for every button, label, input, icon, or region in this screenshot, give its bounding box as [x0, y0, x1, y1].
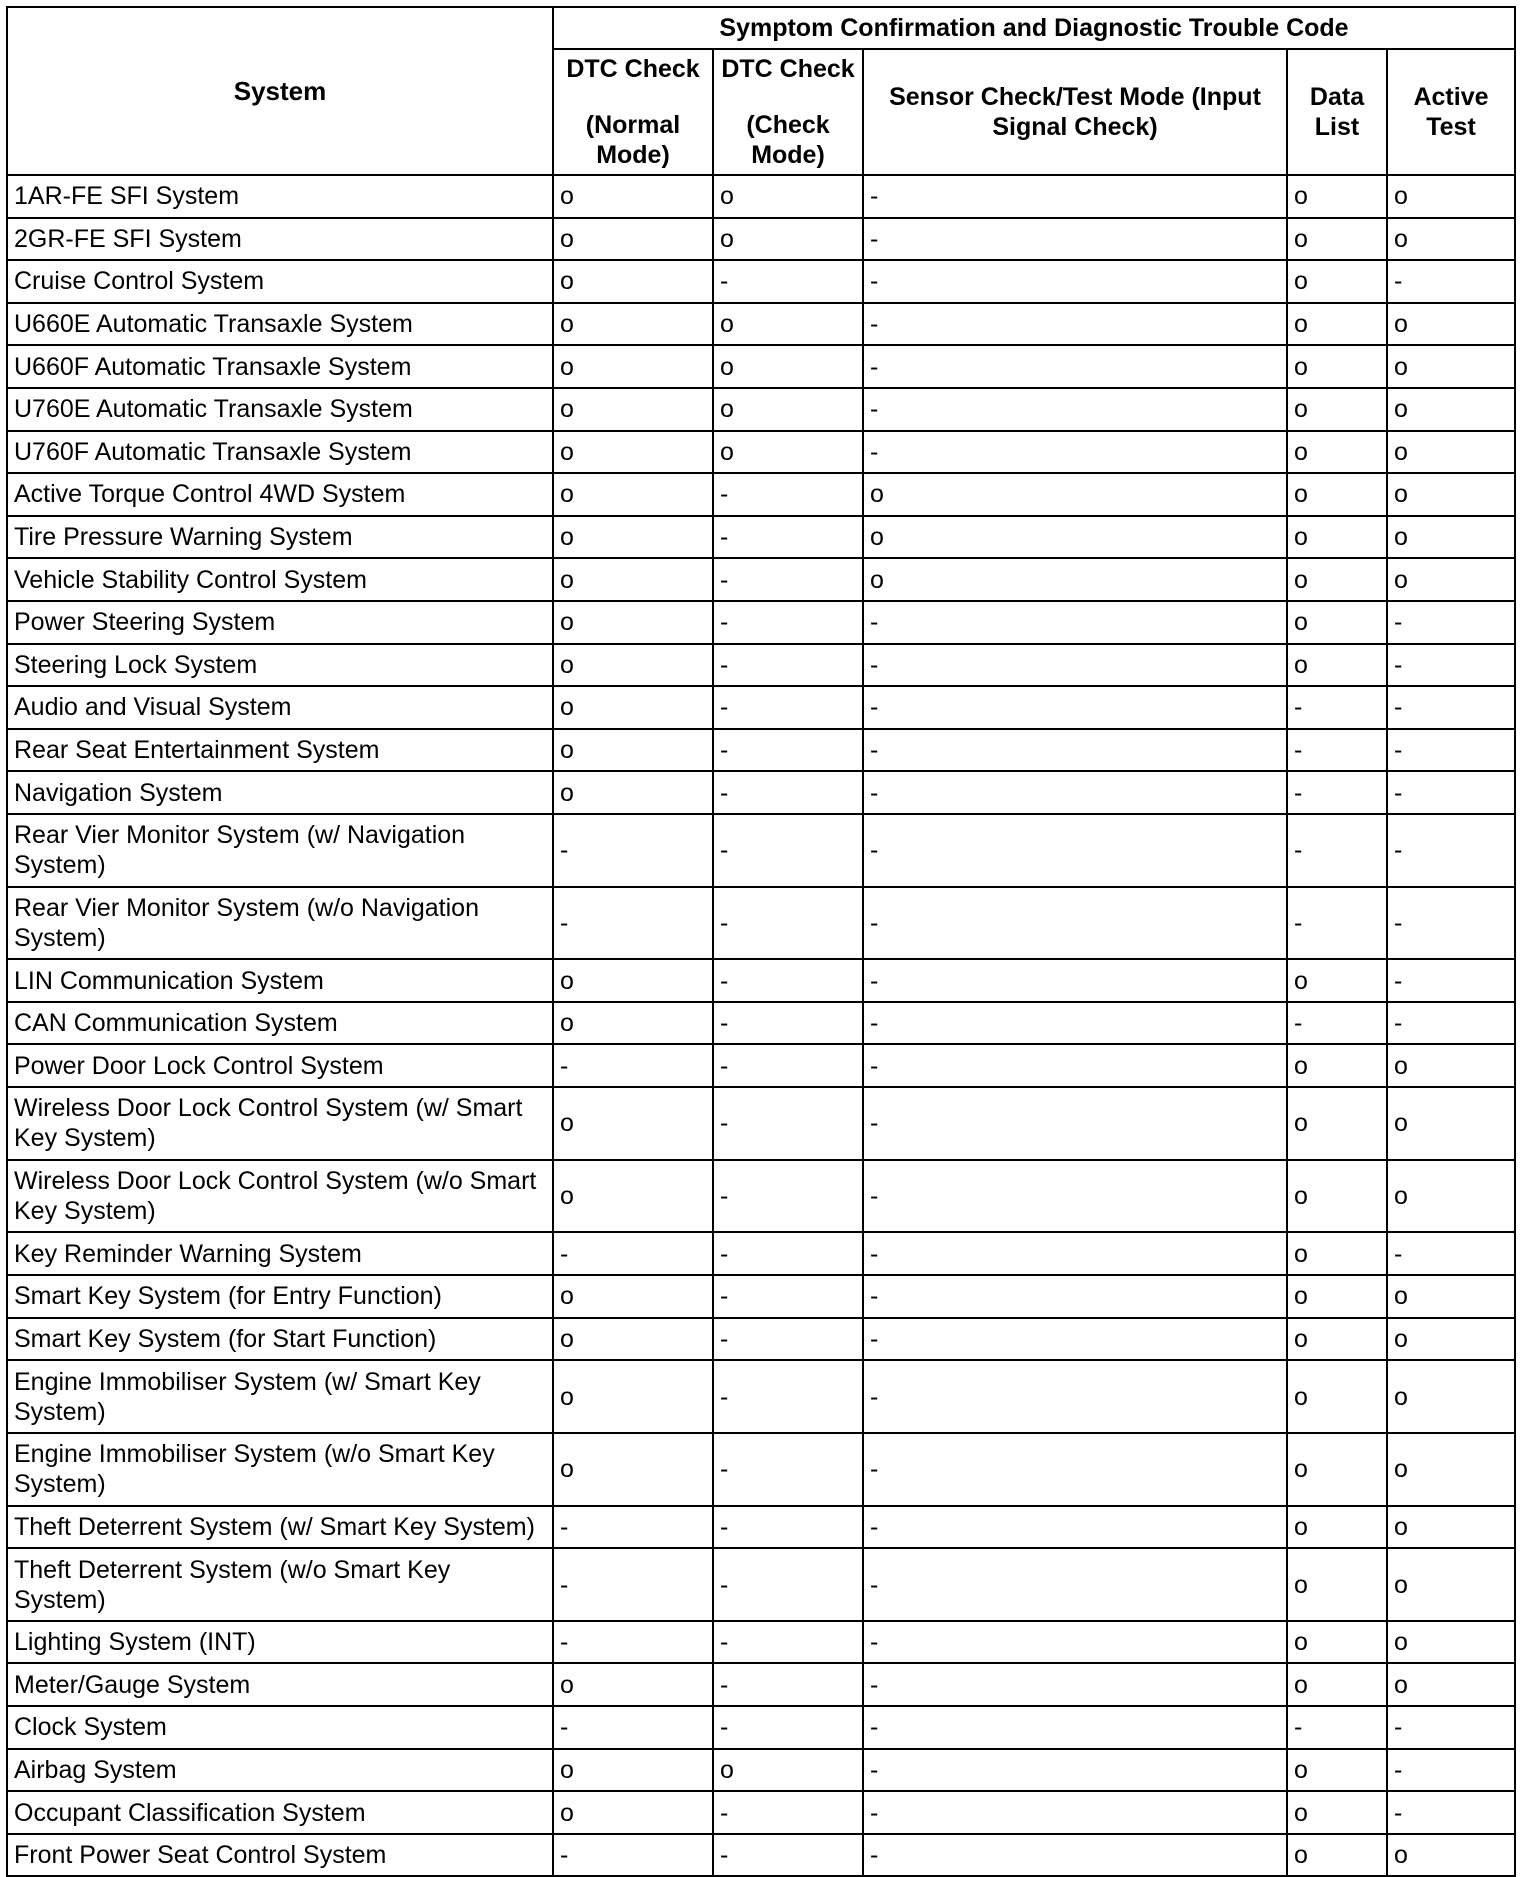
table-row	[7, 771, 1515, 814]
sensor-check-cell: -	[863, 686, 1287, 729]
active-test-cell: o	[1387, 1087, 1515, 1160]
table-row	[7, 1621, 1515, 1664]
dtc-normal-cell: -	[553, 1706, 713, 1749]
dtc-normal-cell: o	[553, 1360, 713, 1433]
data-list-cell: o	[1287, 345, 1387, 388]
sensor-check-cell: -	[863, 303, 1287, 346]
sensor-check-cell: -	[863, 1275, 1287, 1318]
dtc-normal-cell: o	[553, 1087, 713, 1160]
dtc-normal-cell: o	[553, 1749, 713, 1792]
table-row	[7, 1232, 1515, 1275]
dtc-normal-cell: o	[553, 558, 713, 601]
dtc-check-cell: -	[713, 473, 863, 516]
system-cell: Audio and Visual System	[7, 686, 553, 729]
active-test-cell: o	[1387, 1621, 1515, 1664]
dtc-normal-cell: o	[553, 644, 713, 687]
data-list-cell: o	[1287, 1160, 1387, 1233]
data-list-cell: o	[1287, 644, 1387, 687]
sensor-check-cell: -	[863, 887, 1287, 960]
data-list-cell: o	[1287, 473, 1387, 516]
data-list-cell: -	[1287, 887, 1387, 960]
system-cell: Front Power Seat Control System	[7, 1834, 553, 1877]
data-list-cell: o	[1287, 558, 1387, 601]
system-cell: Smart Key System (for Entry Function)	[7, 1275, 553, 1318]
dtc-normal-cell: -	[553, 1232, 713, 1275]
active-test-cell: o	[1387, 175, 1515, 218]
table-row	[7, 175, 1515, 218]
active-test-cell: -	[1387, 1749, 1515, 1792]
active-test-cell: o	[1387, 1433, 1515, 1506]
sensor-check-cell: -	[863, 1232, 1287, 1275]
table-row	[7, 1548, 1515, 1621]
system-cell: Engine Immobiliser System (w/ Smart Key System)	[7, 1360, 553, 1433]
dtc-normal-cell: o	[553, 1663, 713, 1706]
active-test-cell: -	[1387, 260, 1515, 303]
header-dtc-normal: DTC Check (Normal Mode)	[553, 49, 713, 175]
sensor-check-cell: -	[863, 1663, 1287, 1706]
dtc-check-cell: o	[713, 175, 863, 218]
dtc-normal-cell: o	[553, 1318, 713, 1361]
dtc-check-cell: -	[713, 1791, 863, 1834]
table-row	[7, 686, 1515, 729]
data-list-cell: o	[1287, 388, 1387, 431]
system-cell: LIN Communication System	[7, 959, 553, 1002]
system-cell: Airbag System	[7, 1749, 553, 1792]
dtc-normal-cell: -	[553, 814, 713, 887]
table-row	[7, 1275, 1515, 1318]
dtc-normal-cell: o	[553, 1160, 713, 1233]
active-test-cell: o	[1387, 1360, 1515, 1433]
sensor-check-cell: -	[863, 1506, 1287, 1549]
data-list-cell: o	[1287, 1360, 1387, 1433]
sensor-check-cell: -	[863, 345, 1287, 388]
sensor-check-cell: -	[863, 1621, 1287, 1664]
dtc-normal-cell: o	[553, 175, 713, 218]
active-test-cell: o	[1387, 1160, 1515, 1233]
active-test-cell: o	[1387, 1663, 1515, 1706]
active-test-cell: o	[1387, 1275, 1515, 1318]
dtc-check-cell: o	[713, 345, 863, 388]
table-row	[7, 1506, 1515, 1549]
table-body	[7, 175, 1515, 1876]
sensor-check-cell: -	[863, 1087, 1287, 1160]
system-cell: Steering Lock System	[7, 644, 553, 687]
dtc-normal-cell: o	[553, 959, 713, 1002]
table-header	[7, 7, 1515, 175]
data-list-cell: o	[1287, 1087, 1387, 1160]
dtc-check-cell: -	[713, 1318, 863, 1361]
table-row	[7, 1663, 1515, 1706]
table-row	[7, 1044, 1515, 1087]
dtc-normal-cell: o	[553, 1002, 713, 1045]
active-test-cell: o	[1387, 1506, 1515, 1549]
data-list-cell: o	[1287, 1318, 1387, 1361]
sensor-check-cell: o	[863, 558, 1287, 601]
system-cell: Clock System	[7, 1706, 553, 1749]
sensor-check-cell: -	[863, 1791, 1287, 1834]
table-row	[7, 1791, 1515, 1834]
dtc-normal-cell: -	[553, 887, 713, 960]
active-test-cell: -	[1387, 1791, 1515, 1834]
dtc-normal-cell: o	[553, 388, 713, 431]
active-test-cell: -	[1387, 771, 1515, 814]
data-list-cell: o	[1287, 1232, 1387, 1275]
dtc-normal-cell: o	[553, 686, 713, 729]
sensor-check-cell: -	[863, 771, 1287, 814]
sensor-check-cell: -	[863, 644, 1287, 687]
data-list-cell: -	[1287, 1706, 1387, 1749]
table-row	[7, 260, 1515, 303]
data-list-cell: o	[1287, 1834, 1387, 1877]
active-test-cell: o	[1387, 218, 1515, 261]
sensor-check-cell: -	[863, 388, 1287, 431]
data-list-cell: o	[1287, 1791, 1387, 1834]
dtc-normal-cell: -	[553, 1621, 713, 1664]
system-cell: Rear Vier Monitor System (w/o Navigation System)	[7, 887, 553, 960]
dtc-normal-cell: o	[553, 260, 713, 303]
table-row	[7, 516, 1515, 559]
system-cell: U760F Automatic Transaxle System	[7, 431, 553, 474]
data-list-cell: o	[1287, 1663, 1387, 1706]
table-row	[7, 473, 1515, 516]
dtc-check-cell: -	[713, 1663, 863, 1706]
table-row	[7, 1433, 1515, 1506]
data-list-cell: -	[1287, 771, 1387, 814]
dtc-check-cell: -	[713, 1706, 863, 1749]
active-test-cell: -	[1387, 959, 1515, 1002]
active-test-cell: o	[1387, 1834, 1515, 1877]
dtc-normal-cell: o	[553, 218, 713, 261]
header-dtc-check: DTC Check (Check Mode)	[713, 49, 863, 175]
data-list-cell: -	[1287, 814, 1387, 887]
data-list-cell: o	[1287, 175, 1387, 218]
active-test-cell: o	[1387, 345, 1515, 388]
sensor-check-cell: -	[863, 175, 1287, 218]
dtc-check-cell: -	[713, 1360, 863, 1433]
system-cell: 1AR-FE SFI System	[7, 175, 553, 218]
sensor-check-cell: -	[863, 1360, 1287, 1433]
active-test-cell: o	[1387, 1548, 1515, 1621]
dtc-check-cell: o	[713, 388, 863, 431]
system-cell: Theft Deterrent System (w/ Smart Key System)	[7, 1506, 553, 1549]
dtc-check-cell: -	[713, 1002, 863, 1045]
sensor-check-cell: -	[863, 1433, 1287, 1506]
table-row	[7, 431, 1515, 474]
active-test-cell: -	[1387, 1232, 1515, 1275]
dtc-check-cell: -	[713, 814, 863, 887]
dtc-normal-cell: o	[553, 473, 713, 516]
sensor-check-cell: -	[863, 1706, 1287, 1749]
table-row	[7, 887, 1515, 960]
dtc-check-cell: -	[713, 601, 863, 644]
dtc-check-cell: -	[713, 1232, 863, 1275]
data-list-cell: o	[1287, 1275, 1387, 1318]
data-list-cell: -	[1287, 729, 1387, 772]
dtc-normal-cell: -	[553, 1044, 713, 1087]
data-list-cell: o	[1287, 260, 1387, 303]
system-cell: 2GR-FE SFI System	[7, 218, 553, 261]
data-list-cell: o	[1287, 1044, 1387, 1087]
system-cell: Occupant Classification System	[7, 1791, 553, 1834]
table-row	[7, 558, 1515, 601]
active-test-cell: -	[1387, 1002, 1515, 1045]
data-list-cell: o	[1287, 1548, 1387, 1621]
active-test-cell: o	[1387, 388, 1515, 431]
sensor-check-cell: -	[863, 1834, 1287, 1877]
data-list-cell: o	[1287, 516, 1387, 559]
sensor-check-cell: -	[863, 1318, 1287, 1361]
data-list-cell: o	[1287, 601, 1387, 644]
sensor-check-cell: -	[863, 601, 1287, 644]
dtc-check-cell: -	[713, 1087, 863, 1160]
active-test-cell: o	[1387, 431, 1515, 474]
dtc-check-cell: -	[713, 1433, 863, 1506]
table-row	[7, 1160, 1515, 1233]
sensor-check-cell: o	[863, 473, 1287, 516]
system-cell: U660E Automatic Transaxle System	[7, 303, 553, 346]
system-cell: Rear Seat Entertainment System	[7, 729, 553, 772]
dtc-normal-cell: o	[553, 431, 713, 474]
dtc-check-cell: -	[713, 1548, 863, 1621]
sensor-check-cell: -	[863, 260, 1287, 303]
system-cell: Vehicle Stability Control System	[7, 558, 553, 601]
sensor-check-cell: -	[863, 431, 1287, 474]
active-test-cell: o	[1387, 1318, 1515, 1361]
table-row	[7, 601, 1515, 644]
data-list-cell: o	[1287, 303, 1387, 346]
dtc-normal-cell: o	[553, 771, 713, 814]
system-cell: Navigation System	[7, 771, 553, 814]
data-list-cell: o	[1287, 218, 1387, 261]
active-test-cell: -	[1387, 814, 1515, 887]
sensor-check-cell: -	[863, 1548, 1287, 1621]
system-cell: CAN Communication System	[7, 1002, 553, 1045]
table-row	[7, 1749, 1515, 1792]
header-sensor-check: Sensor Check/Test Mode (Input Signal Check)	[863, 49, 1287, 175]
active-test-cell: -	[1387, 887, 1515, 960]
dtc-normal-cell: o	[553, 345, 713, 388]
dtc-check-cell: -	[713, 558, 863, 601]
dtc-normal-cell: o	[553, 1791, 713, 1834]
sensor-check-cell: -	[863, 814, 1287, 887]
table-row	[7, 303, 1515, 346]
active-test-cell: o	[1387, 558, 1515, 601]
active-test-cell: o	[1387, 473, 1515, 516]
sensor-check-cell: -	[863, 1044, 1287, 1087]
dtc-normal-cell: -	[553, 1548, 713, 1621]
system-cell: U760E Automatic Transaxle System	[7, 388, 553, 431]
dtc-normal-cell: -	[553, 1506, 713, 1549]
data-list-cell: o	[1287, 1433, 1387, 1506]
system-cell: U660F Automatic Transaxle System	[7, 345, 553, 388]
header-group: Symptom Confirmation and Diagnostic Trouble Code	[553, 7, 1515, 49]
table-row	[7, 388, 1515, 431]
dtc-normal-cell: -	[553, 1834, 713, 1877]
system-cell: Lighting System (INT)	[7, 1621, 553, 1664]
system-cell: Cruise Control System	[7, 260, 553, 303]
table-row	[7, 1318, 1515, 1361]
dtc-check-cell: -	[713, 260, 863, 303]
dtc-check-cell: -	[713, 887, 863, 960]
table-row	[7, 644, 1515, 687]
active-test-cell: -	[1387, 729, 1515, 772]
dtc-check-cell: -	[713, 1834, 863, 1877]
dtc-check-cell: -	[713, 644, 863, 687]
active-test-cell: -	[1387, 1706, 1515, 1749]
system-cell: Tire Pressure Warning System	[7, 516, 553, 559]
data-list-cell: -	[1287, 686, 1387, 729]
dtc-normal-cell: o	[553, 729, 713, 772]
dtc-check-cell: -	[713, 1044, 863, 1087]
dtc-check-cell: -	[713, 1275, 863, 1318]
data-list-cell: -	[1287, 1002, 1387, 1045]
system-cell: Smart Key System (for Start Function)	[7, 1318, 553, 1361]
active-test-cell: -	[1387, 644, 1515, 687]
dtc-check-cell: o	[713, 303, 863, 346]
system-cell: Theft Deterrent System (w/o Smart Key System)	[7, 1548, 553, 1621]
system-cell: Meter/Gauge System	[7, 1663, 553, 1706]
header-data-list: Data List	[1287, 49, 1387, 175]
diagnostic-table	[6, 6, 1516, 1877]
dtc-normal-cell: o	[553, 1433, 713, 1506]
dtc-check-cell: -	[713, 686, 863, 729]
data-list-cell: o	[1287, 1506, 1387, 1549]
table-row	[7, 1834, 1515, 1877]
active-test-cell: -	[1387, 686, 1515, 729]
active-test-cell: o	[1387, 516, 1515, 559]
sensor-check-cell: o	[863, 516, 1287, 559]
sensor-check-cell: -	[863, 1749, 1287, 1792]
table-row	[7, 959, 1515, 1002]
data-list-cell: o	[1287, 959, 1387, 1002]
document-page	[6, 6, 1516, 1877]
table-row	[7, 218, 1515, 261]
header-active-test: Active Test	[1387, 49, 1515, 175]
dtc-check-cell: -	[713, 516, 863, 559]
system-cell: Active Torque Control 4WD System	[7, 473, 553, 516]
dtc-check-cell: -	[713, 1506, 863, 1549]
sensor-check-cell: -	[863, 959, 1287, 1002]
dtc-check-cell: -	[713, 1621, 863, 1664]
sensor-check-cell: -	[863, 218, 1287, 261]
table-row	[7, 814, 1515, 887]
dtc-normal-cell: o	[553, 1275, 713, 1318]
active-test-cell: o	[1387, 1044, 1515, 1087]
system-cell: Power Door Lock Control System	[7, 1044, 553, 1087]
system-cell: Key Reminder Warning System	[7, 1232, 553, 1275]
data-list-cell: o	[1287, 431, 1387, 474]
sensor-check-cell: -	[863, 729, 1287, 772]
table-row	[7, 1087, 1515, 1160]
table-row	[7, 1002, 1515, 1045]
dtc-check-cell: -	[713, 771, 863, 814]
dtc-normal-cell: o	[553, 601, 713, 644]
dtc-check-cell: o	[713, 431, 863, 474]
active-test-cell: -	[1387, 601, 1515, 644]
system-cell: Engine Immobiliser System (w/o Smart Key System)	[7, 1433, 553, 1506]
system-cell: Rear Vier Monitor System (w/ Navigation System)	[7, 814, 553, 887]
data-list-cell: o	[1287, 1749, 1387, 1792]
active-test-cell: o	[1387, 303, 1515, 346]
system-cell: Wireless Door Lock Control System (w/o Smart Key System)	[7, 1160, 553, 1233]
table-row	[7, 1706, 1515, 1749]
dtc-normal-cell: o	[553, 303, 713, 346]
header-system: System	[7, 7, 553, 175]
dtc-check-cell: -	[713, 959, 863, 1002]
table-row	[7, 345, 1515, 388]
dtc-normal-cell: o	[553, 516, 713, 559]
dtc-check-cell: o	[713, 218, 863, 261]
system-cell: Power Steering System	[7, 601, 553, 644]
table-row	[7, 729, 1515, 772]
dtc-check-cell: o	[713, 1749, 863, 1792]
dtc-check-cell: -	[713, 1160, 863, 1233]
system-cell: Wireless Door Lock Control System (w/ Smart Key System)	[7, 1087, 553, 1160]
table-row	[7, 1360, 1515, 1433]
sensor-check-cell: -	[863, 1002, 1287, 1045]
data-list-cell: o	[1287, 1621, 1387, 1664]
sensor-check-cell: -	[863, 1160, 1287, 1233]
dtc-check-cell: -	[713, 729, 863, 772]
